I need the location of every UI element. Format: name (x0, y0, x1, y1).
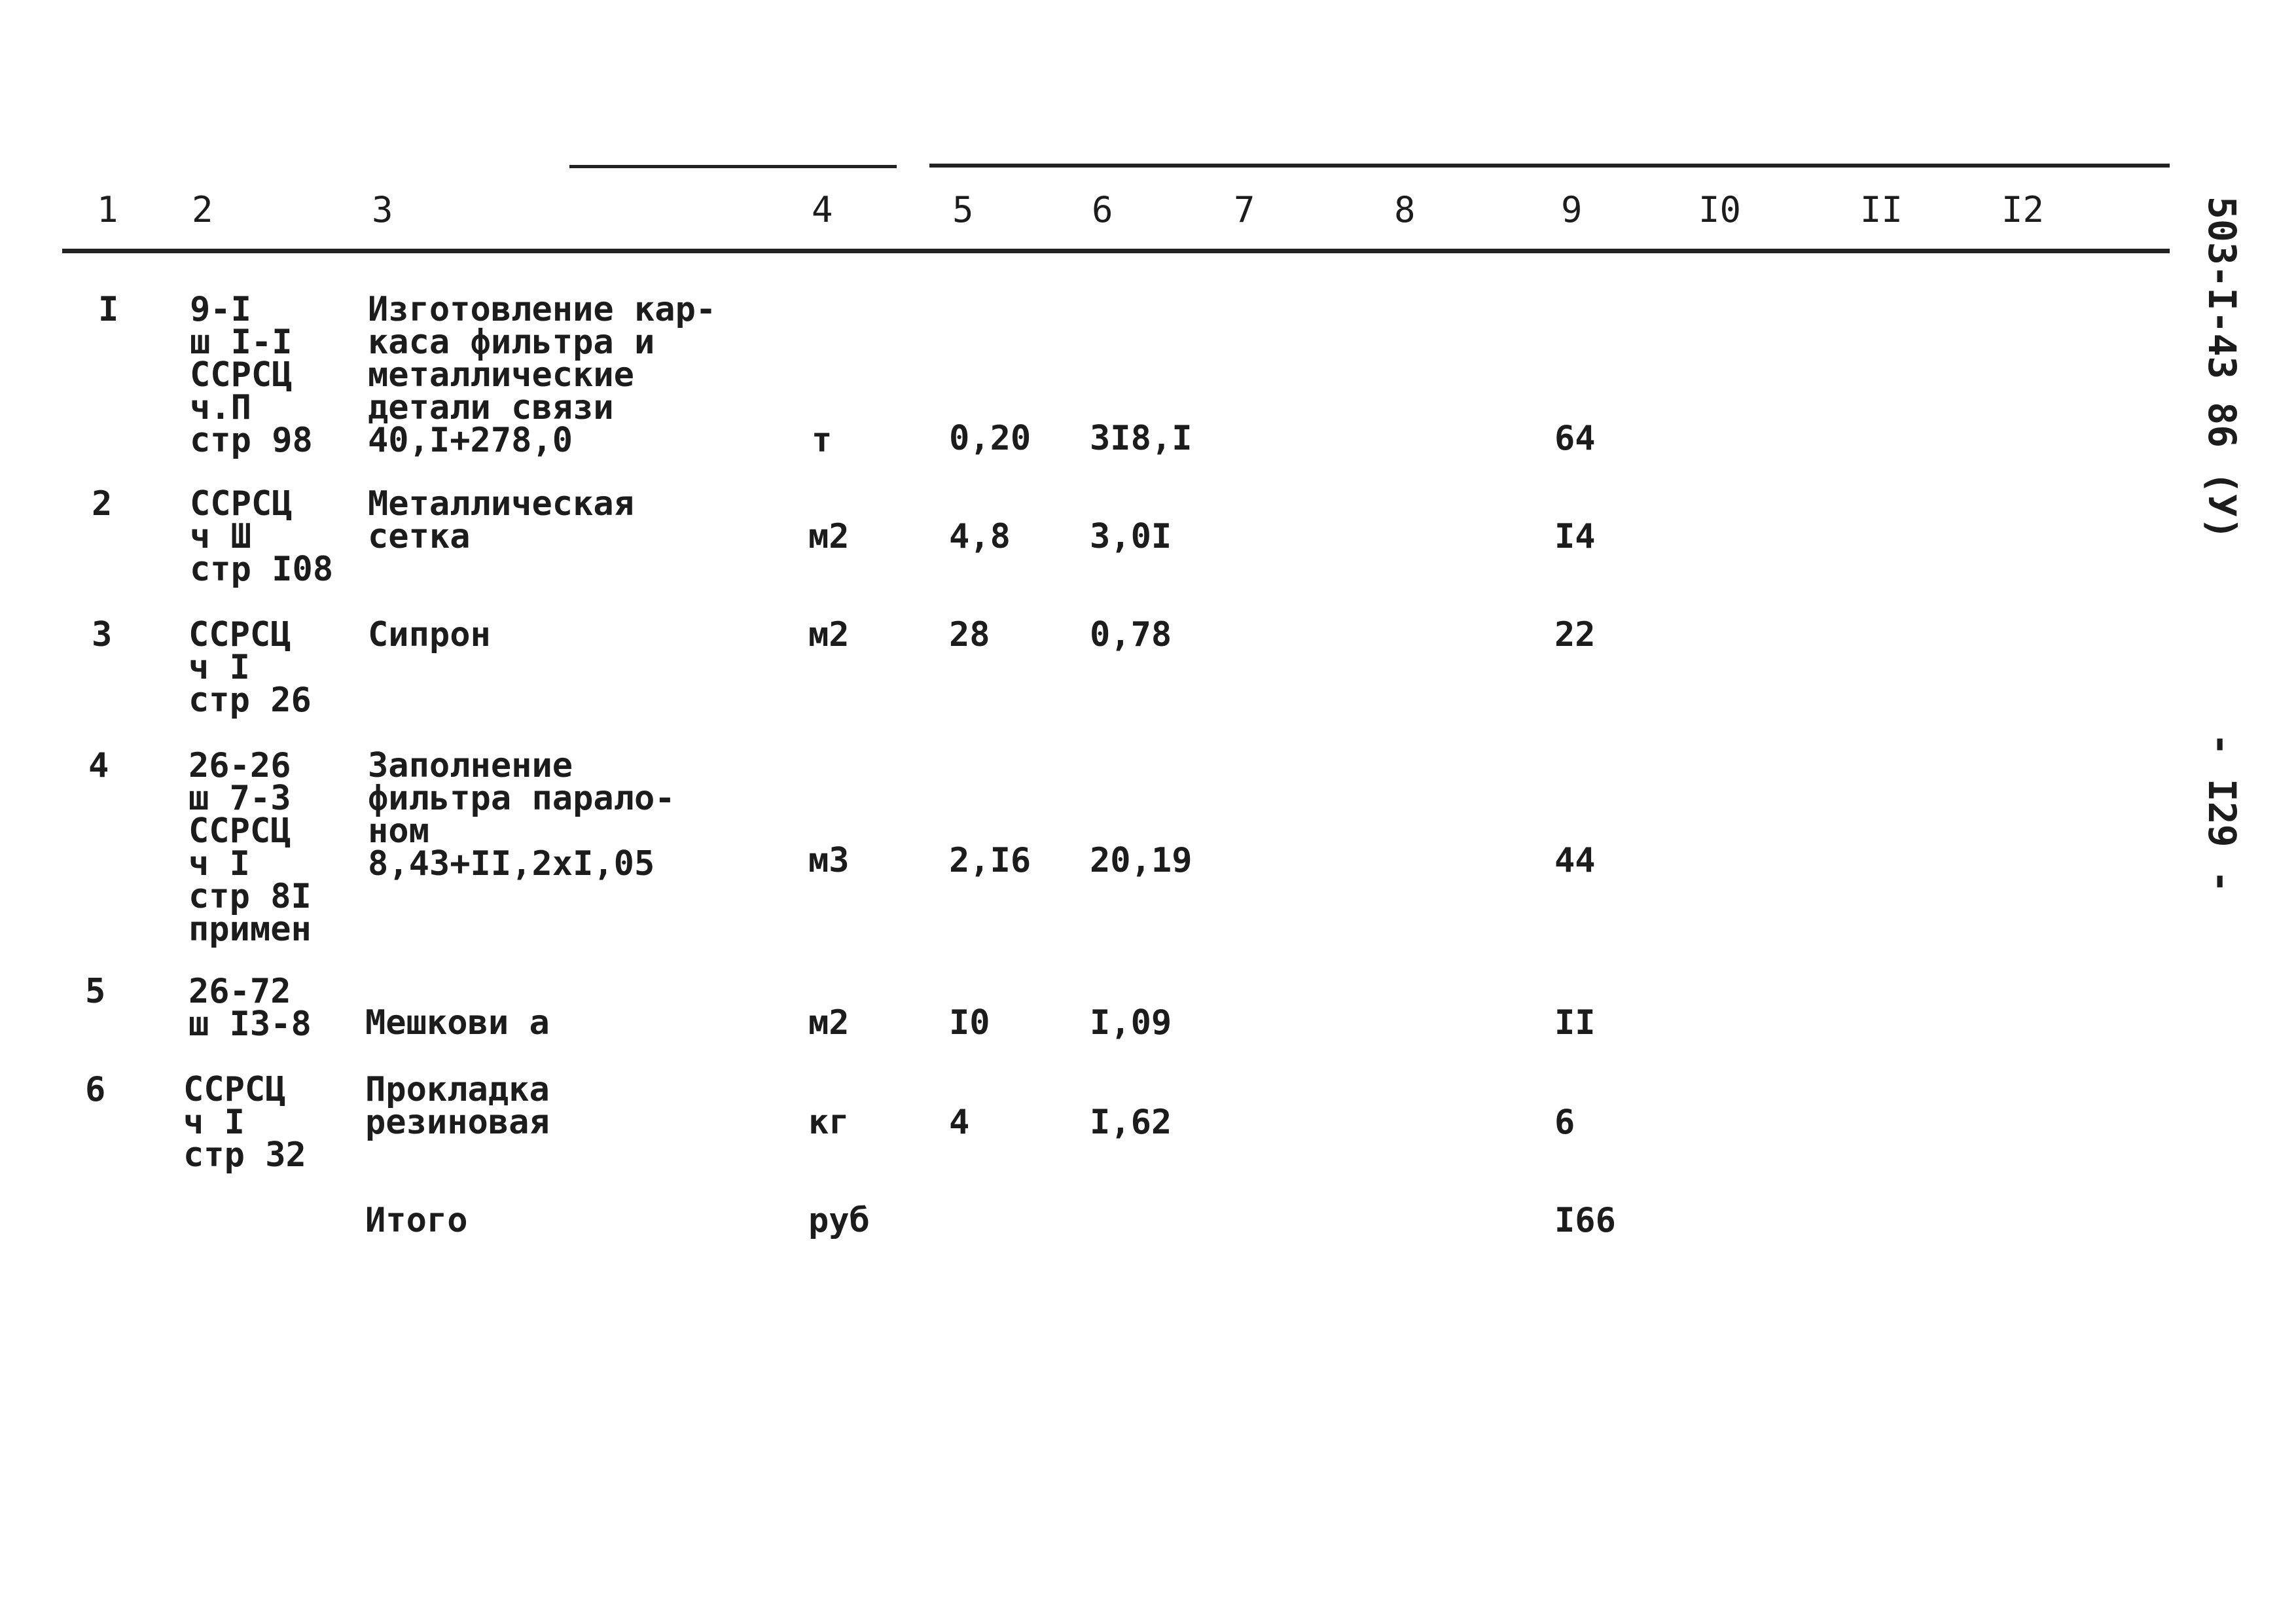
summary-unit: руб (808, 1201, 870, 1240)
row-name: Металлическая сетка (368, 484, 634, 556)
top-rule-right (929, 164, 2170, 168)
row-unit: кг (808, 1103, 850, 1142)
row-total: I4 (1554, 517, 1596, 556)
row-total: 22 (1554, 615, 1596, 654)
row-unit: т (812, 421, 833, 460)
row-reference: ССРСЦ ч I стр 32 (183, 1070, 306, 1175)
row-reference: ССРСЦ ч Ш стр I08 (190, 484, 334, 589)
row-name: Прокладка резиновая (365, 1070, 550, 1142)
row-quantity: 4,8 (949, 517, 1011, 556)
row-quantity: 28 (949, 615, 990, 654)
row-name: Мешкови а (365, 1003, 550, 1043)
row-quantity: 0,20 (949, 419, 1031, 458)
row-quantity: I0 (949, 1003, 990, 1043)
header-rule (62, 249, 2170, 253)
column-header: 7 (1234, 189, 1255, 230)
row-price: I,62 (1090, 1103, 1172, 1142)
column-header: 1 (97, 189, 118, 230)
row-number: 3 (92, 615, 113, 654)
row-name: Сипрон (368, 615, 491, 654)
row-quantity: 2,I6 (949, 841, 1031, 880)
row-total: 64 (1554, 419, 1596, 458)
row-number: 6 (85, 1070, 106, 1109)
row-number: 2 (92, 484, 113, 524)
column-header: I0 (1698, 189, 1742, 230)
column-header: 5 (952, 189, 974, 230)
row-reference: ССРСЦ ч I стр 26 (188, 615, 312, 720)
column-header: II (1860, 189, 1903, 230)
document-code: 503-I-43 86 (2200, 196, 2244, 448)
row-total: 6 (1554, 1103, 1575, 1142)
column-header: I2 (2001, 189, 2045, 230)
row-reference: 26-26 ш 7-3 ССРСЦ ч I стр 8I примен (188, 746, 312, 949)
page-number: - I29 - (2200, 733, 2244, 893)
row-reference: 9-I ш I-I ССРСЦ ч.П стр 98 (190, 290, 313, 460)
row-name: Заполнение фильтра парало- ном 8,43+II,2xI,05 (368, 746, 675, 883)
summary-total: I66 (1554, 1201, 1616, 1240)
row-number: 5 (85, 972, 106, 1011)
row-reference: 26-72 ш I3-8 (188, 972, 312, 1044)
column-header: 6 (1092, 189, 1113, 230)
row-price: 20,19 (1090, 841, 1193, 880)
row-price: 3,0I (1090, 517, 1172, 556)
row-number: 4 (88, 746, 109, 785)
row-unit: м2 (808, 615, 850, 654)
column-header: 3 (372, 189, 393, 230)
row-name: Изготовление кар- каса фильтра и металлические детали связи 40,I+278,0 (368, 290, 717, 460)
row-unit: м2 (808, 1003, 850, 1043)
row-price: 0,78 (1090, 615, 1172, 654)
column-header: 9 (1561, 189, 1583, 230)
row-price: I,09 (1090, 1003, 1172, 1043)
column-header: 4 (812, 189, 833, 230)
row-number: I (98, 290, 119, 329)
column-header: 8 (1394, 189, 1416, 230)
summary-label: Итого (365, 1201, 468, 1240)
row-total: II (1554, 1003, 1596, 1043)
column-header: 2 (192, 189, 213, 230)
row-unit: м2 (808, 517, 850, 556)
top-rule-left (569, 165, 897, 168)
row-total: 44 (1554, 841, 1596, 880)
row-price: 3I8,I (1090, 419, 1193, 458)
row-quantity: 4 (949, 1103, 970, 1142)
volume-mark: (У) (2200, 471, 2244, 540)
row-unit: м3 (808, 841, 850, 880)
